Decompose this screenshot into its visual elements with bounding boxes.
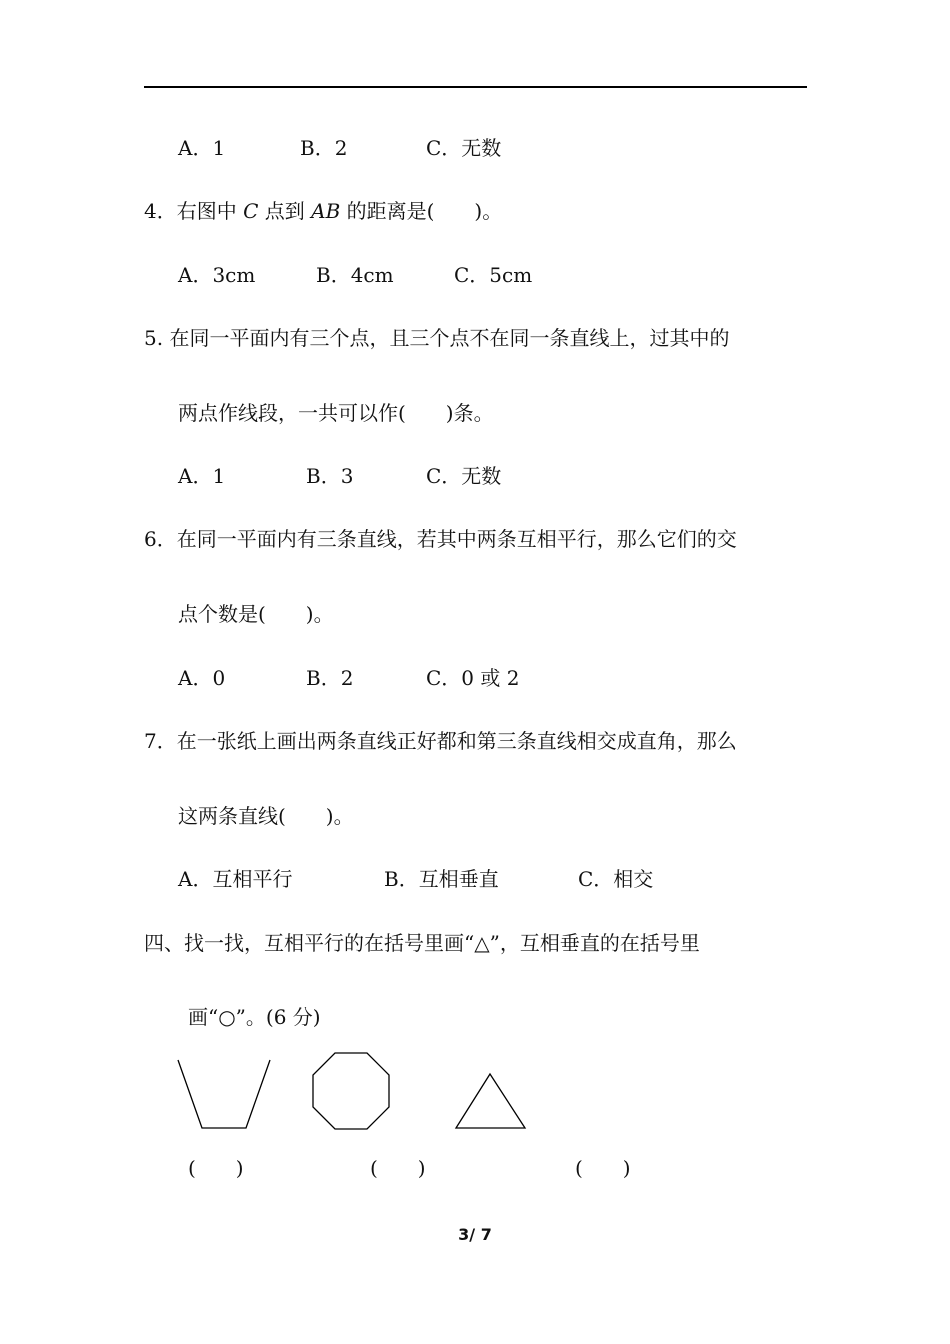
q6-option-a[interactable]: A．0 <box>178 666 226 690</box>
q5-option-b[interactable]: B．3 <box>306 464 354 488</box>
octagon-figure <box>311 1051 391 1131</box>
q4-segment-ab: AB <box>311 199 341 223</box>
trapezoid-figure <box>176 1058 272 1132</box>
q4-text-1: 右图中 <box>176 199 244 223</box>
q3-option-c[interactable]: C．无数 <box>426 136 502 160</box>
q5-question-line1: 5. 在同一平面内有三个点，且三个点不在同一条直线上，过其中的 <box>144 326 730 350</box>
q4-option-a[interactable]: A．3cm <box>178 263 256 287</box>
q4-text-2: 点到 <box>258 199 312 223</box>
q4-option-c[interactable]: C．5cm <box>454 263 533 287</box>
answer-blank-1[interactable]: ( ) <box>188 1156 244 1180</box>
q6-question-line2: 点个数是( )。 <box>178 602 334 626</box>
header-rule <box>144 86 807 88</box>
answer-blank-2[interactable]: ( ) <box>370 1156 426 1180</box>
q5-option-a[interactable]: A．1 <box>178 464 226 488</box>
q4-question <box>144 198 502 224</box>
q7-option-c[interactable]: C．相交 <box>578 867 654 891</box>
q4-number: 4． <box>144 199 177 223</box>
q7-option-b[interactable]: B．互相垂直 <box>384 867 499 891</box>
answer-blank-3[interactable]: ( ) <box>575 1156 631 1180</box>
q3-option-b[interactable]: B．2 <box>300 136 348 160</box>
q3-option-a[interactable]: A．1 <box>178 136 226 160</box>
q7-question-line1: 7．在一张纸上画出两条直线正好都和第三条直线相交成直角，那么 <box>144 729 737 753</box>
q7-question-line2: 这两条直线( )。 <box>178 804 354 828</box>
q6-question-line1: 6．在同一平面内有三条直线，若其中两条互相平行，那么它们的交 <box>144 527 737 551</box>
page-number: 3/ 7 <box>458 1225 492 1244</box>
q6-option-b[interactable]: B．2 <box>306 666 354 690</box>
q6-option-c[interactable]: C．0 或 2 <box>426 666 520 690</box>
q7-option-a[interactable]: A．互相平行 <box>178 867 293 891</box>
q4-point-c: C <box>243 199 259 223</box>
q5-question-line2: 两点作线段，一共可以作( )条。 <box>178 401 494 425</box>
q4-text-3: 的距离是( )。 <box>340 199 503 223</box>
q5-option-c[interactable]: C．无数 <box>426 464 502 488</box>
q4-option-b[interactable]: B．4cm <box>316 263 394 287</box>
section4-heading-line1: 四、找一找，互相平行的在括号里画“△”，互相垂直的在括号里 <box>144 931 700 955</box>
section4-heading-line2: 画“○”。(6 分) <box>188 1005 321 1029</box>
triangle-figure <box>454 1072 528 1132</box>
